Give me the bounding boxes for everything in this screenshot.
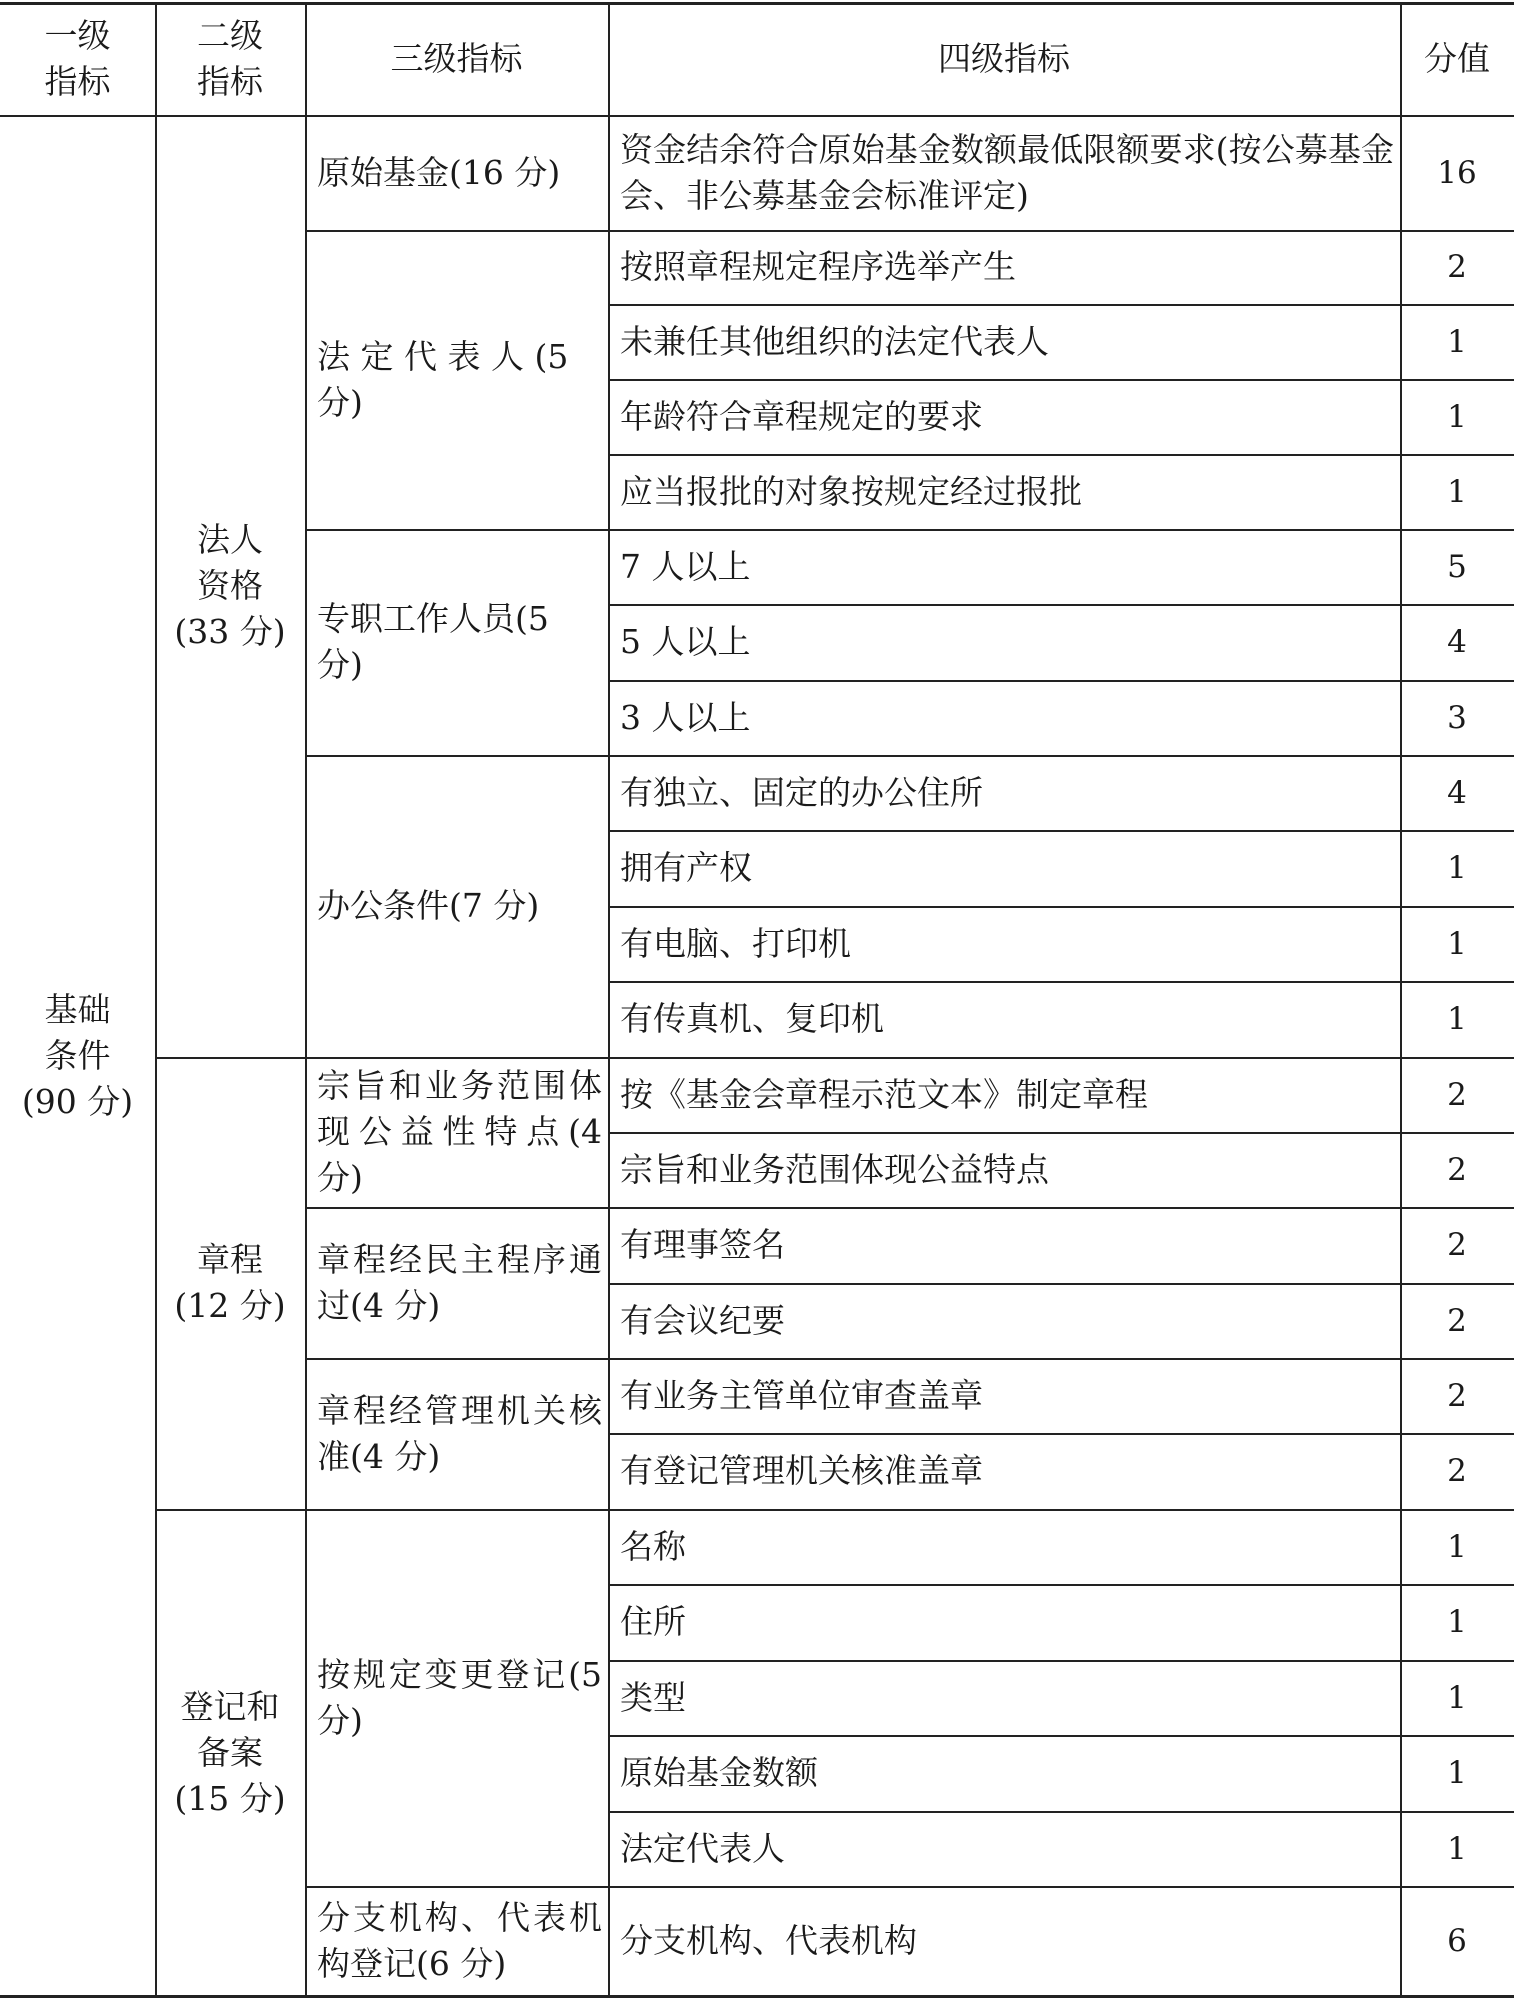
- score-cell: 1: [1447, 1830, 1467, 1867]
- level4-item-cell: 住所: [620, 1602, 686, 1641]
- score-cell: 2: [1447, 1453, 1467, 1489]
- level4-item-cell: 有电脑、打印机: [620, 923, 851, 963]
- level4-item-cell: 应当报批的对象按规定经过报批: [620, 471, 1082, 511]
- score-cell: 2: [1447, 1076, 1467, 1113]
- level3-cell: 章程经管理机关核准(4 分): [317, 1390, 602, 1476]
- level4-item-cell: 3 人以上: [620, 697, 751, 737]
- level4-item-cell: 有传真机、复印机: [620, 999, 884, 1038]
- score-cell: 3: [1447, 699, 1467, 736]
- score-cell: 1: [1447, 1755, 1467, 1791]
- level4-item-cell: 5 人以上: [620, 622, 751, 661]
- level1-cell: 基础 条件 (90 分): [21, 989, 134, 1121]
- score-cell: 2: [1447, 1227, 1467, 1263]
- score-cell: 1: [1447, 925, 1467, 962]
- score-cell: 1: [1447, 1679, 1467, 1716]
- level4-item-cell: 按照章程规定程序选举产生: [620, 247, 1016, 286]
- level3-cell: 章程经民主程序通过(4 分): [317, 1239, 602, 1325]
- score-cell: 1: [1447, 1001, 1467, 1037]
- header-level2: 二级 指标: [197, 15, 263, 101]
- level3-cell: 办公条件(7 分): [317, 886, 540, 925]
- level4-item-cell: 类型: [620, 1677, 686, 1717]
- score-cell: 6: [1447, 1923, 1467, 1959]
- score-cell: 1: [1447, 473, 1467, 510]
- level4-item-cell: 按《基金会章程示范文本》制定章程: [620, 1074, 1148, 1114]
- level4-item-cell: 有会议纪要: [620, 1300, 785, 1340]
- score-cell: 2: [1447, 1302, 1467, 1339]
- level4-item-cell: 分支机构、代表机构: [620, 1921, 917, 1960]
- level4-item-cell: 资金结余符合原始基金数额最低限额要求(按公募基金会、非公募基金会标准评定): [620, 129, 1394, 215]
- level4-item-cell: 名称: [620, 1526, 686, 1566]
- level4-item-cell: 原始基金数额: [620, 1753, 818, 1792]
- level4-item-cell: 年龄符合章程规定的要求: [620, 396, 983, 436]
- level4-item-cell: 有理事签名: [620, 1225, 785, 1264]
- score-cell: 1: [1447, 850, 1467, 886]
- score-cell: 1: [1447, 323, 1467, 360]
- level4-item-cell: 宗旨和业务范围体现公益特点: [620, 1149, 1049, 1189]
- level3-cell: 按规定变更登记(5 分): [317, 1654, 602, 1740]
- level4-item-cell: 有业务主管单位审查盖章: [620, 1375, 983, 1415]
- score-cell: 4: [1447, 774, 1467, 811]
- score-cell: 1: [1447, 1604, 1467, 1640]
- level3-cell: 宗旨和业务范围体现公益性特点(4 分): [317, 1066, 602, 1197]
- header-level4: 四级指标: [938, 38, 1070, 78]
- level3-cell: 专职工作人员(5 分): [317, 599, 549, 684]
- level4-item-cell: 有独立、固定的办公住所: [620, 772, 983, 812]
- level4-item-cell: 有登记管理机关核准盖章: [620, 1451, 983, 1490]
- level4-item-cell: 拥有产权: [620, 848, 752, 887]
- score-cell: 16: [1437, 154, 1477, 191]
- level3-cell: 法 定 代 表 人 (5 分): [317, 336, 569, 422]
- level4-item-cell: 法定代表人: [620, 1828, 785, 1868]
- level3-cell: 分支机构、代表机构登记(6 分): [317, 1898, 602, 1983]
- level2-cell: 法人 资格 (33 分): [174, 520, 286, 651]
- level2-cell: 章程 (12 分): [174, 1240, 286, 1325]
- score-cell: 5: [1447, 548, 1467, 585]
- header-level3: 三级指标: [390, 38, 523, 78]
- score-cell: 1: [1447, 398, 1467, 435]
- score-cell: 2: [1447, 1377, 1467, 1414]
- header-level1: 一级 指标: [44, 15, 111, 101]
- score-cell: 1: [1447, 1528, 1467, 1565]
- level4-item-cell: 未兼任其他组织的法定代表人: [620, 321, 1049, 361]
- score-cell: 2: [1447, 249, 1467, 285]
- score-cell: 4: [1447, 624, 1467, 660]
- level4-item-cell: 7 人以上: [620, 546, 751, 586]
- score-cell: 2: [1447, 1151, 1467, 1188]
- level3-cell: 原始基金(16 分): [317, 152, 561, 192]
- level2-cell: 登记和 备案 (15 分): [174, 1686, 286, 1818]
- header-score: 分值: [1424, 38, 1490, 78]
